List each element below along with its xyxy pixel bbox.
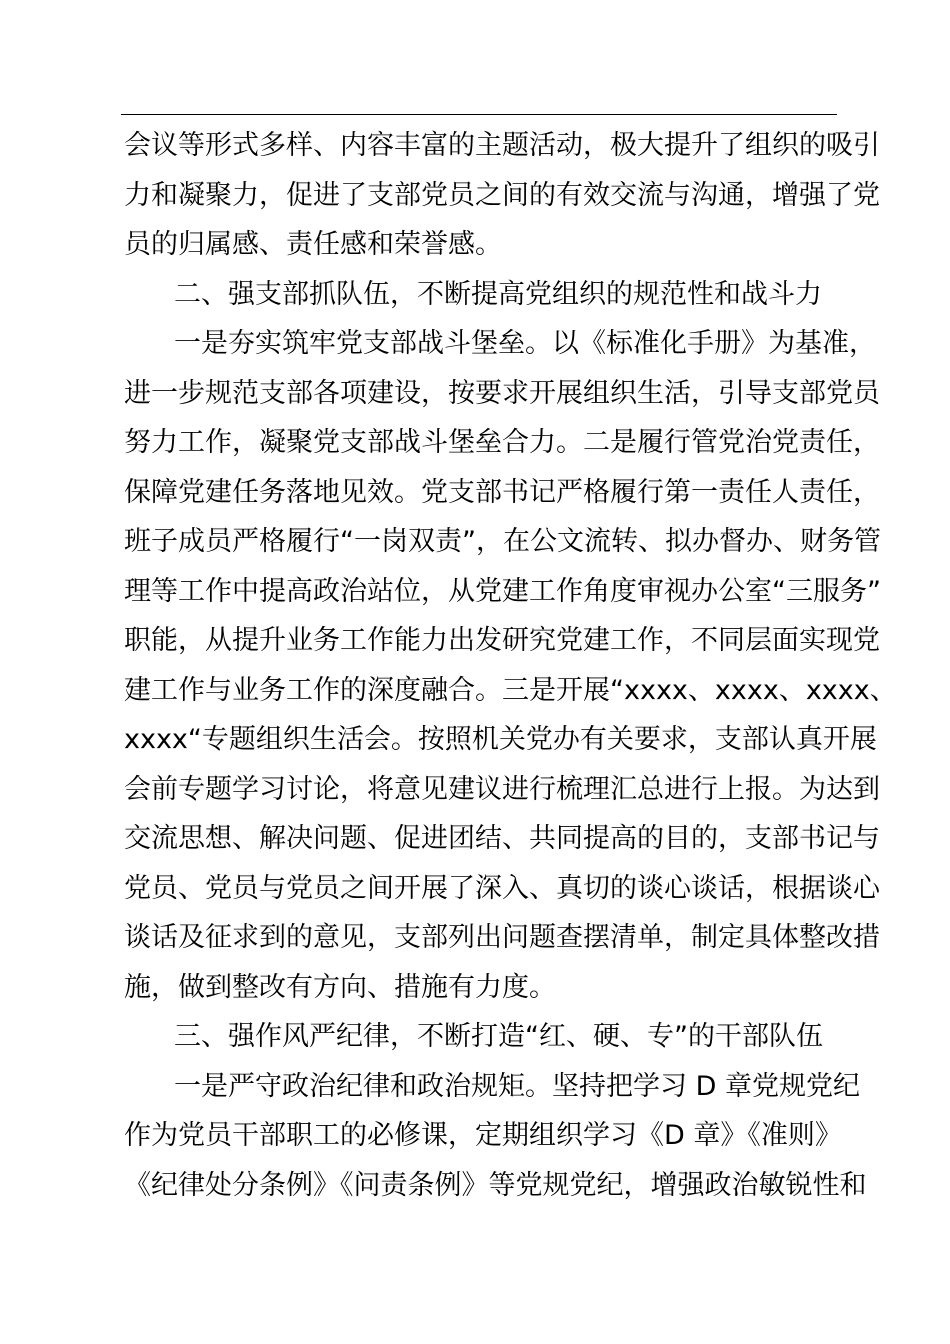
body-text <box>124 121 897 1210</box>
text-line: 会议等形式多样、内容丰富的主题活动，极大提升了组织的吸引 <box>124 130 880 161</box>
text-line: 作为党员干部职工的必修课，定期组织学习《D 章》《准则》 <box>124 1120 842 1151</box>
text-line: 会前专题学习讨论，将意见建议进行梳理汇总进行上报。为达到 <box>124 773 880 805</box>
text-line: 职能，从提升业务工作能力出发研究党建工作，不同层面实现党 <box>124 625 880 656</box>
header-rule <box>121 114 837 115</box>
text-line: 交流思想、解决问题、促进团结、共同提高的目的，支部书记与 <box>124 823 880 854</box>
text-line: 员的归属感、责任感和荣誉感。 <box>124 229 502 260</box>
section-heading-2: 二、强支部抓队伍，不断提高党组织的规范性和战斗力 <box>174 278 822 310</box>
text-line: 建工作与业务工作的深度融合。三是开展“xxxx、xxxx、xxxx、 <box>124 674 897 706</box>
section-heading-3: 三、强作风严纪律，不断打造“红、硬、专”的干部队伍 <box>174 1021 823 1052</box>
text-line: 一是严守政治纪律和政治规矩。坚持把学习 D 章党规党纪 <box>174 1070 860 1102</box>
text-line: 施，做到整改有方向、措施有力度。 <box>124 971 556 1003</box>
text-line: 党员、党员与党员之间开展了深入、真切的谈心谈话，根据谈心 <box>124 872 880 904</box>
text-line: 努力工作，凝聚党支部战斗堡垒合力。二是履行管党治党责任， <box>124 427 880 458</box>
text-line: 谈话及征求到的意见，支部列出问题查摆清单，制定具体整改措 <box>124 922 880 953</box>
text-line: 一是夯实筑牢党支部战斗堡垒。以《标准化手册》为基准， <box>174 328 876 359</box>
text-line: xxxx“专题组织生活会。按照机关党办有关要求，支部认真开展 <box>124 724 877 755</box>
text-line: 保障党建任务落地见效。党支部书记严格履行第一责任人责任， <box>124 476 880 508</box>
text-line: 班子成员严格履行“一岗双责”，在公文流转、拟办督办、财务管 <box>124 526 881 557</box>
text-line: 力和凝聚力，促进了支部党员之间的有效交流与沟通，增强了党 <box>124 179 880 211</box>
text-line: 理等工作中提高政治站位，从党建工作角度审视办公室“三服务” <box>124 575 881 607</box>
text-line: 进一步规范支部各项建设，按要求开展组织生活，引导支部党员 <box>124 377 880 409</box>
text-line: 《纪律处分条例》《问责条例》等党规党纪，增强政治敏锐性和 <box>124 1169 867 1201</box>
